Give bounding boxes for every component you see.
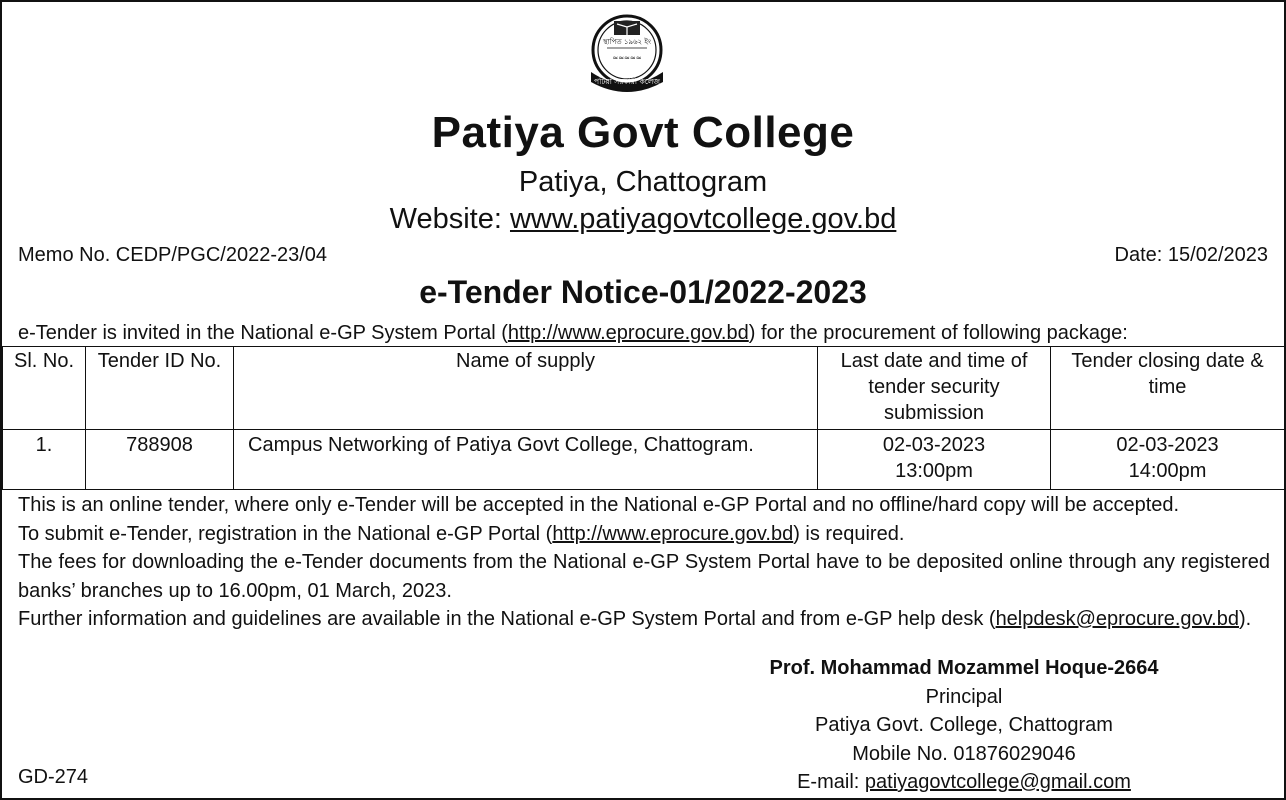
- col-header-tender-id: Tender ID No.: [86, 347, 234, 430]
- website-line: [2, 203, 1284, 236]
- cell-sl: 1.: [3, 430, 86, 490]
- registration-after: ) is required.: [793, 522, 905, 545]
- signatory-name: Prof. Mohammad Mozammel Hoque-2664: [769, 657, 1159, 679]
- signatory-email-link[interactable]: patiyagovtcollege@gmail.com: [864, 771, 1131, 793]
- eprocure-link[interactable]: http://www.eprocure.gov.bd: [507, 322, 749, 344]
- table-header-row: [3, 347, 1285, 430]
- intro-before: e-Tender is invited in the National e-GP System Portal (: [18, 322, 508, 344]
- security-time: 13:00pm: [895, 460, 973, 482]
- college-logo: [581, 10, 673, 94]
- signatory-email-line: [742, 768, 1186, 797]
- security-date: 02-03-2023: [882, 434, 986, 456]
- tender-table: [2, 346, 1285, 490]
- cell-security-deadline: [818, 430, 1051, 490]
- gd-code: GD-274: [18, 766, 89, 788]
- intro-after: ) for the procurement of following package:: [748, 322, 1128, 344]
- helpdesk-email-link[interactable]: helpdesk@eprocure.gov.bd: [995, 608, 1239, 630]
- institution-location: Patiya, Chattogram: [518, 166, 768, 198]
- signatory-org: Patiya Govt. College, Chattogram: [815, 714, 1113, 736]
- body-line-online-only: This is an online tender, where only e-Tender will be accepted in the National e-GP Portal and no offline/hard copy will be accepted.: [18, 494, 1180, 516]
- col-header-sl: Sl. No.: [3, 347, 86, 430]
- cell-tender-id: 788908: [86, 430, 234, 490]
- helpdesk-before: Further information and guidelines are available in the National e-GP System Portal and from e-GP help desk (: [18, 608, 996, 630]
- svg-text:≈≈≈≈≈: ≈≈≈≈≈: [612, 54, 642, 62]
- signatory-mobile: Mobile No. 01876029046: [852, 742, 1076, 765]
- notice-title: e-Tender Notice-01/2022-2023: [419, 274, 867, 310]
- closing-date: 02-03-2023: [1116, 434, 1219, 456]
- memo-number: Memo No. CEDP/PGC/2022-23/04: [18, 244, 328, 266]
- registration-before: To submit e-Tender, registration in the National e-GP Portal (: [18, 522, 553, 545]
- body-line-fees: The fees for downloading the e-Tender documents from the National e-GP System Portal have to be deposited online through any registered banks’ branches up to 16.00pm, 01 March, 2023.: [18, 551, 1270, 602]
- cell-closing: [1051, 430, 1285, 490]
- notice-date: Date: 15/02/2023: [1114, 244, 1268, 266]
- signatory-title: Principal: [925, 685, 1003, 708]
- website-label: Website:: [389, 203, 502, 235]
- notice-body: [18, 491, 1270, 634]
- signature-block: [742, 654, 1186, 797]
- logo-text-top: স্থাপিত ১৯৬২ ইং: [603, 38, 651, 46]
- helpdesk-after: ).: [1238, 608, 1252, 630]
- col-header-security-deadline: Last date and time of tender security submission: [818, 347, 1051, 430]
- logo-banner-text: পটিয়া সরকারী কলেজ: [593, 77, 661, 86]
- cell-supply: Campus Networking of Patiya Govt College, Chattogram.: [234, 430, 818, 490]
- institution-name: Patiya Govt College: [431, 108, 855, 157]
- body-line-helpdesk: [18, 605, 1270, 634]
- email-label: E-mail:: [797, 771, 860, 793]
- body-line-registration: [18, 520, 1270, 549]
- col-header-supply: Name of supply: [234, 347, 818, 430]
- registration-link[interactable]: http://www.eprocure.gov.bd: [552, 522, 794, 545]
- website-link[interactable]: www.patiyagovtcollege.gov.bd: [509, 203, 897, 235]
- col-header-closing: Tender closing date & time: [1051, 347, 1285, 430]
- closing-time: 14:00pm: [1128, 460, 1207, 482]
- table-row: [3, 430, 1285, 490]
- intro-text: [18, 322, 1128, 345]
